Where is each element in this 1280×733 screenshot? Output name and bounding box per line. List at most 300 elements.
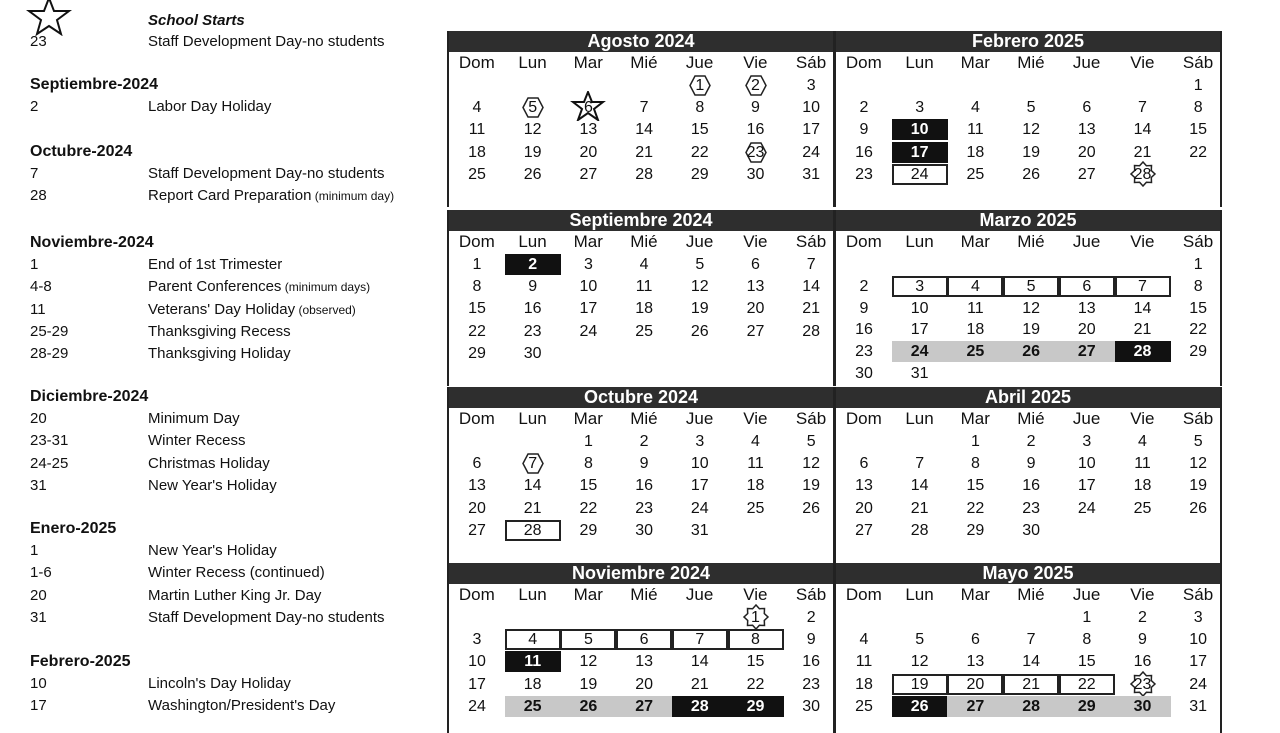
day-cell[interactable]	[449, 298, 505, 319]
day-cell[interactable]	[616, 298, 672, 319]
event-date: 1	[30, 542, 39, 559]
day-cell[interactable]	[672, 475, 728, 496]
event-date: 20	[30, 410, 47, 427]
day-cell[interactable]	[616, 674, 672, 695]
day-cell[interactable]	[728, 651, 784, 672]
day-cell[interactable]	[449, 254, 505, 275]
day-number: 25	[635, 322, 653, 340]
day-cell[interactable]	[1115, 298, 1171, 319]
day-cell[interactable]	[1170, 298, 1226, 319]
day-cell[interactable]	[672, 119, 728, 140]
day-cell[interactable]	[783, 276, 839, 297]
day-cell[interactable]	[1115, 276, 1171, 297]
day-number: 26	[1189, 499, 1208, 517]
day-cell[interactable]	[1115, 142, 1171, 163]
day-cell[interactable]	[1003, 319, 1059, 340]
day-cell[interactable]	[505, 696, 561, 717]
day-cell[interactable]	[1059, 298, 1115, 319]
day-cell[interactable]	[505, 498, 561, 519]
day-cell[interactable]	[672, 520, 728, 541]
weekday-header: Jue	[1072, 409, 1101, 428]
day-cell[interactable]	[947, 453, 1003, 474]
day-cell[interactable]	[892, 629, 948, 650]
day-cell[interactable]	[892, 453, 948, 474]
day-cell[interactable]	[783, 498, 839, 519]
day-cell[interactable]	[947, 431, 1003, 452]
day-cell[interactable]	[560, 142, 616, 163]
day-cell[interactable]	[836, 164, 892, 185]
day-cell[interactable]	[892, 298, 948, 319]
day-cell[interactable]	[1170, 97, 1226, 118]
day-cell[interactable]	[1115, 674, 1171, 695]
day-cell[interactable]	[783, 254, 839, 275]
day-cell[interactable]	[505, 520, 561, 541]
day-cell[interactable]	[1115, 453, 1171, 474]
day-cell[interactable]	[449, 674, 505, 695]
day-cell[interactable]	[783, 607, 839, 628]
day-cell[interactable]	[836, 142, 892, 163]
day-cell[interactable]	[560, 498, 616, 519]
day-cell[interactable]	[672, 696, 728, 717]
day-cell[interactable]	[1059, 431, 1115, 452]
day-cell[interactable]	[728, 321, 784, 342]
day-cell[interactable]	[616, 142, 672, 163]
day-cell[interactable]	[672, 276, 728, 297]
day-cell[interactable]	[616, 119, 672, 140]
day-number: 28	[802, 322, 821, 340]
day-cell[interactable]	[560, 629, 616, 650]
day-cell[interactable]	[1170, 75, 1226, 96]
day-cell[interactable]	[672, 498, 728, 519]
day-cell[interactable]	[1170, 475, 1226, 496]
day-cell[interactable]	[892, 142, 948, 163]
day-cell[interactable]	[560, 453, 616, 474]
legend-panel	[0, 0, 440, 720]
day-number: 25	[523, 697, 542, 715]
day-cell[interactable]	[1003, 629, 1059, 650]
day-number: 10	[910, 299, 929, 317]
day-cell[interactable]	[1170, 319, 1226, 340]
day-cell[interactable]	[1003, 298, 1059, 319]
day-cell[interactable]	[947, 629, 1003, 650]
event-date: 28-29	[30, 345, 69, 363]
day-cell[interactable]	[1059, 629, 1115, 650]
day-cell[interactable]	[1059, 674, 1115, 695]
event-text: Thanksgiving Holiday	[148, 345, 291, 363]
day-cell[interactable]	[1003, 276, 1059, 297]
day-cell[interactable]	[1170, 607, 1226, 628]
day-cell[interactable]	[836, 363, 892, 384]
day-number: 13	[966, 653, 985, 671]
day-cell[interactable]	[1170, 431, 1226, 452]
day-cell[interactable]	[1170, 142, 1226, 163]
day-cell[interactable]	[616, 431, 672, 452]
day-cell[interactable]	[616, 321, 672, 342]
day-cell[interactable]	[1059, 142, 1115, 163]
day-number: 22	[1077, 675, 1096, 693]
day-cell[interactable]	[560, 520, 616, 541]
day-cell[interactable]	[1059, 276, 1115, 297]
day-cell[interactable]	[947, 164, 1003, 185]
day-cell[interactable]	[1059, 341, 1115, 362]
day-cell[interactable]	[560, 651, 616, 672]
day-cell[interactable]	[1059, 164, 1115, 185]
day-cell[interactable]	[505, 142, 561, 163]
day-cell[interactable]	[836, 629, 892, 650]
day-number: 5	[806, 433, 816, 450]
day-cell[interactable]	[783, 431, 839, 452]
day-cell[interactable]	[1170, 453, 1226, 474]
day-number: 19	[802, 477, 821, 495]
day-cell[interactable]	[1170, 629, 1226, 650]
day-number: 21	[635, 143, 653, 161]
day-cell[interactable]	[449, 453, 505, 474]
day-cell[interactable]	[836, 298, 892, 319]
event-row	[30, 477, 440, 497]
day-cell[interactable]	[728, 254, 784, 275]
day-cell[interactable]	[672, 142, 728, 163]
day-cell[interactable]	[1170, 341, 1226, 362]
weekday-header: Jue	[1072, 585, 1101, 604]
day-cell[interactable]	[1115, 475, 1171, 496]
event-text: Labor Day Holiday	[148, 98, 272, 115]
day-cell[interactable]	[892, 276, 948, 297]
day-number: 23	[523, 322, 542, 340]
day-cell[interactable]	[505, 343, 561, 364]
day-cell[interactable]	[1170, 696, 1226, 717]
day-cell[interactable]	[449, 164, 505, 185]
day-cell[interactable]	[728, 298, 784, 319]
day-number: 2	[1138, 609, 1147, 626]
day-cell[interactable]	[1059, 607, 1115, 628]
day-number: 23	[855, 343, 873, 361]
day-cell[interactable]	[505, 629, 561, 650]
day-cell[interactable]	[1059, 453, 1115, 474]
day-cell[interactable]	[892, 363, 948, 384]
day-cell[interactable]	[449, 475, 505, 496]
day-cell[interactable]	[1059, 696, 1115, 717]
day-cell[interactable]	[616, 453, 672, 474]
day-cell[interactable]	[947, 475, 1003, 496]
day-cell[interactable]	[1003, 475, 1059, 496]
day-cell[interactable]	[947, 520, 1003, 541]
day-cell[interactable]	[616, 520, 672, 541]
day-cell[interactable]	[836, 97, 892, 118]
day-cell[interactable]	[947, 498, 1003, 519]
weekday-header: Lun	[905, 409, 934, 428]
day-cell[interactable]	[728, 674, 784, 695]
day-cell[interactable]	[560, 475, 616, 496]
day-cell[interactable]	[836, 520, 892, 541]
day-cell[interactable]	[728, 75, 784, 96]
day-number: 4	[970, 99, 980, 117]
day-cell[interactable]	[728, 696, 784, 717]
day-cell[interactable]	[672, 321, 728, 342]
day-cell[interactable]	[505, 276, 561, 297]
day-cell[interactable]	[783, 97, 839, 118]
day-cell[interactable]	[1003, 696, 1059, 717]
day-cell[interactable]	[505, 321, 561, 342]
day-cell[interactable]	[947, 674, 1003, 695]
month-title: Abril 2025	[836, 387, 1220, 408]
day-cell[interactable]	[1003, 431, 1059, 452]
day-cell[interactable]	[783, 475, 839, 496]
day-cell[interactable]	[1003, 674, 1059, 695]
day-cell[interactable]	[616, 629, 672, 650]
day-number: 18	[966, 321, 985, 339]
day-cell[interactable]	[1059, 498, 1115, 519]
day-cell[interactable]	[672, 651, 728, 672]
day-cell[interactable]	[505, 164, 561, 185]
day-cell[interactable]	[560, 254, 616, 275]
day-cell[interactable]	[892, 319, 948, 340]
day-cell[interactable]	[1170, 651, 1226, 672]
day-cell[interactable]	[892, 651, 948, 672]
day-cell[interactable]	[947, 276, 1003, 297]
day-cell[interactable]	[892, 341, 948, 362]
day-number: 24	[468, 697, 486, 715]
day-cell[interactable]	[505, 97, 561, 118]
day-cell[interactable]	[728, 431, 784, 452]
day-cell[interactable]	[836, 696, 892, 717]
day-cell[interactable]	[672, 254, 728, 275]
day-cell[interactable]	[672, 453, 728, 474]
month-title: Marzo 2025	[836, 210, 1220, 231]
day-number: 24	[1077, 499, 1096, 517]
day-cell[interactable]	[836, 453, 892, 474]
day-cell[interactable]	[783, 696, 839, 717]
day-cell[interactable]	[1170, 498, 1226, 519]
day-cell[interactable]	[672, 97, 728, 118]
day-cell[interactable]	[892, 674, 948, 695]
day-number: 4	[970, 277, 980, 295]
day-cell[interactable]	[947, 298, 1003, 319]
weekday-header: Jue	[685, 53, 714, 72]
day-cell[interactable]	[616, 498, 672, 519]
day-cell[interactable]	[1170, 674, 1226, 695]
day-cell[interactable]	[783, 321, 839, 342]
day-cell[interactable]	[560, 97, 616, 118]
day-cell[interactable]	[505, 674, 561, 695]
day-cell[interactable]	[947, 341, 1003, 362]
day-cell[interactable]	[449, 321, 505, 342]
day-cell[interactable]	[783, 142, 839, 163]
day-cell[interactable]	[616, 696, 672, 717]
day-cell[interactable]	[728, 475, 784, 496]
day-cell[interactable]	[1170, 119, 1226, 140]
day-cell[interactable]	[1115, 696, 1171, 717]
day-cell[interactable]	[947, 696, 1003, 717]
day-cell[interactable]	[892, 119, 948, 140]
day-cell[interactable]	[672, 164, 728, 185]
day-cell[interactable]	[892, 696, 948, 717]
day-cell[interactable]	[1115, 319, 1171, 340]
day-cell[interactable]	[1115, 164, 1171, 185]
day-number: 9	[751, 99, 760, 117]
day-cell[interactable]	[728, 453, 784, 474]
day-number: 11	[468, 121, 486, 139]
day-cell[interactable]	[560, 298, 616, 319]
event-text: School Starts	[148, 12, 245, 29]
day-cell[interactable]	[449, 629, 505, 650]
day-cell[interactable]	[947, 97, 1003, 118]
day-number: 3	[1193, 609, 1203, 626]
day-cell[interactable]	[672, 431, 728, 452]
day-cell[interactable]	[783, 119, 839, 140]
day-cell[interactable]	[616, 276, 672, 297]
day-number: 15	[1077, 653, 1096, 671]
event-date: 11	[30, 300, 46, 318]
day-cell[interactable]	[616, 254, 672, 275]
day-cell[interactable]	[783, 651, 839, 672]
day-number: 10	[1189, 631, 1208, 649]
day-cell[interactable]	[836, 498, 892, 519]
weekday-header: Mar	[573, 53, 603, 72]
weekday-header: Mar	[960, 409, 990, 428]
day-cell[interactable]	[672, 298, 728, 319]
day-cell[interactable]	[616, 97, 672, 118]
day-cell[interactable]	[505, 651, 561, 672]
day-cell[interactable]	[672, 75, 728, 96]
day-cell[interactable]	[560, 276, 616, 297]
day-cell[interactable]	[449, 276, 505, 297]
day-cell[interactable]	[449, 651, 505, 672]
day-number: 28	[1133, 343, 1152, 361]
day-cell[interactable]	[1115, 651, 1171, 672]
day-number: 11	[1134, 455, 1151, 473]
day-cell[interactable]	[892, 97, 948, 118]
day-cell[interactable]	[560, 674, 616, 695]
day-cell[interactable]	[1170, 254, 1226, 275]
day-number: 26	[579, 697, 598, 715]
day-cell[interactable]	[1059, 319, 1115, 340]
day-cell[interactable]	[1003, 341, 1059, 362]
day-cell[interactable]	[783, 453, 839, 474]
day-cell[interactable]	[728, 629, 784, 650]
day-cell[interactable]	[728, 607, 784, 628]
day-cell[interactable]	[836, 119, 892, 140]
day-cell[interactable]	[560, 119, 616, 140]
day-cell[interactable]	[783, 674, 839, 695]
day-cell[interactable]	[836, 319, 892, 340]
day-cell[interactable]	[947, 142, 1003, 163]
day-cell[interactable]	[947, 319, 1003, 340]
day-cell[interactable]	[616, 475, 672, 496]
day-cell[interactable]	[505, 298, 561, 319]
day-cell[interactable]	[947, 651, 1003, 672]
day-number: 29	[966, 521, 985, 539]
day-number: 21	[1133, 143, 1152, 161]
day-cell[interactable]	[1003, 119, 1059, 140]
day-cell[interactable]	[783, 164, 839, 185]
day-cell[interactable]	[505, 475, 561, 496]
day-cell[interactable]	[1003, 651, 1059, 672]
day-cell[interactable]	[672, 629, 728, 650]
day-number: 9	[639, 455, 649, 473]
day-cell[interactable]	[1003, 520, 1059, 541]
day-cell[interactable]	[616, 651, 672, 672]
day-cell[interactable]	[449, 498, 505, 519]
day-cell[interactable]	[505, 119, 561, 140]
day-number: 4	[859, 631, 869, 649]
day-cell[interactable]	[1115, 119, 1171, 140]
day-cell[interactable]	[836, 341, 892, 362]
day-number: 9	[859, 299, 869, 317]
day-cell[interactable]	[836, 651, 892, 672]
day-number: 14	[1133, 299, 1152, 317]
day-cell[interactable]	[728, 119, 784, 140]
weekday-header: Dom	[845, 232, 882, 251]
day-cell[interactable]	[560, 321, 616, 342]
day-cell[interactable]	[836, 276, 892, 297]
day-cell[interactable]	[1170, 276, 1226, 297]
day-cell[interactable]	[892, 475, 948, 496]
day-cell[interactable]	[616, 164, 672, 185]
day-number: 3	[583, 256, 593, 273]
day-cell[interactable]	[1115, 607, 1171, 628]
day-number: 11	[967, 299, 984, 317]
day-number: 21	[690, 675, 709, 693]
event-date: 25-29	[30, 322, 69, 340]
day-cell[interactable]	[1115, 498, 1171, 519]
day-cell[interactable]	[1059, 119, 1115, 140]
event-text: Minimum Day	[148, 410, 240, 427]
day-cell[interactable]	[505, 254, 561, 275]
day-cell[interactable]	[1003, 164, 1059, 185]
day-cell[interactable]	[560, 696, 616, 717]
day-cell[interactable]	[892, 498, 948, 519]
day-cell[interactable]	[836, 674, 892, 695]
day-cell[interactable]	[1115, 97, 1171, 118]
day-cell[interactable]	[1059, 475, 1115, 496]
day-cell[interactable]	[505, 453, 561, 474]
day-cell[interactable]	[728, 142, 784, 163]
day-cell[interactable]	[728, 498, 784, 519]
day-cell[interactable]	[1003, 498, 1059, 519]
day-cell[interactable]	[1115, 629, 1171, 650]
day-cell[interactable]	[449, 119, 505, 140]
day-cell[interactable]	[1003, 97, 1059, 118]
day-cell[interactable]	[783, 629, 839, 650]
event-text: New Year's Holiday	[148, 476, 277, 494]
day-cell[interactable]	[449, 343, 505, 364]
day-cell[interactable]	[1115, 341, 1171, 362]
day-cell[interactable]	[449, 520, 505, 541]
day-cell[interactable]	[892, 520, 948, 541]
day-cell[interactable]	[1115, 431, 1171, 452]
day-cell[interactable]	[1003, 453, 1059, 474]
day-cell[interactable]	[728, 276, 784, 297]
day-cell[interactable]	[728, 97, 784, 118]
day-cell[interactable]	[672, 674, 728, 695]
day-number: 18	[966, 143, 985, 161]
day-cell[interactable]	[836, 475, 892, 496]
day-cell[interactable]	[1059, 97, 1115, 118]
day-cell[interactable]	[1003, 142, 1059, 163]
day-cell[interactable]	[892, 164, 948, 185]
day-cell[interactable]	[560, 431, 616, 452]
day-cell[interactable]	[449, 696, 505, 717]
day-number: 1	[1193, 77, 1203, 94]
day-cell[interactable]	[783, 298, 839, 319]
day-cell[interactable]	[783, 75, 839, 96]
day-cell[interactable]	[449, 142, 505, 163]
day-cell[interactable]	[1059, 651, 1115, 672]
day-cell[interactable]	[560, 164, 616, 185]
day-cell[interactable]	[947, 119, 1003, 140]
day-cell[interactable]	[728, 164, 784, 185]
day-cell[interactable]	[449, 97, 505, 118]
